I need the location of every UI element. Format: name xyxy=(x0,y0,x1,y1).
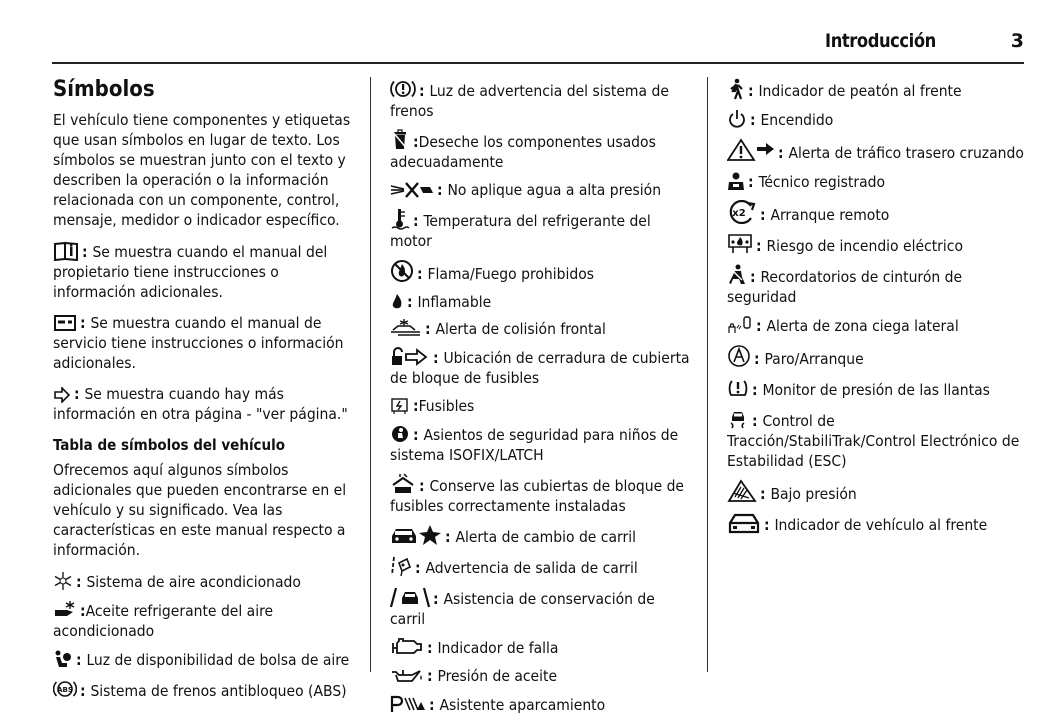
symbol-entry: : Encendido xyxy=(727,109,1027,130)
symbol-entry: : Técnico registrado xyxy=(727,171,1027,192)
header-divider xyxy=(52,62,1024,64)
remote-start-icon xyxy=(727,200,757,224)
owner-manual-note: : Se muestra cuando el manual del propietario tiene instrucciones o información adicionales. xyxy=(53,243,328,301)
electrical-fire-icon xyxy=(727,233,753,255)
intro-paragraph: El vehículo tiene componentes y etiquetas que usan símbolos en lugar de texto. Los símbolos se muestran junto con el texto y describen la operación o la información relacionada con un componente, control, mensaje, medidor o indicador específico. xyxy=(53,111,351,229)
symbol-entry: : Monitor de presión de las llantas xyxy=(727,377,1027,400)
symbol-entry: : Advertencia de salida de carril xyxy=(390,555,690,578)
service-manual-note: : Se muestra cuando el manual de servicio tiene instrucciones o información adicionales. xyxy=(53,314,344,372)
fuse-cover-lock-icon xyxy=(390,347,430,367)
symbol-entry: : Luz de advertencia del sistema de frenos xyxy=(390,78,690,121)
symbol-entry: : Recordatorios de cinturón de seguridad xyxy=(727,264,1027,307)
forward-collision-icon xyxy=(390,318,422,338)
lane-change-icon xyxy=(390,524,442,546)
vehicle-ahead-icon xyxy=(727,512,761,534)
no-high-pressure-water-icon xyxy=(390,181,434,199)
snowflake-icon xyxy=(53,571,73,591)
under-pressure-icon xyxy=(727,479,757,503)
seatbelt-icon xyxy=(727,264,747,286)
airbag-icon xyxy=(53,649,73,669)
coolant-temperature-icon xyxy=(390,208,410,230)
column-1 xyxy=(53,78,353,709)
symbol-entry: : Conserve las cubiertas de bloque de fusibles correctamente instaladas xyxy=(390,473,690,516)
svg-text:x2: x2 xyxy=(732,208,746,219)
child-seat-icon xyxy=(390,424,410,444)
traction-control-icon xyxy=(727,408,749,430)
pedestrian-icon xyxy=(727,78,745,100)
brake-warning-icon xyxy=(390,78,416,100)
page-number: 3 xyxy=(1010,30,1024,52)
column-divider xyxy=(370,77,371,672)
svg-text:ABS: ABS xyxy=(57,686,73,694)
symbol-entry: : Asistencia de conservación de carril xyxy=(390,586,690,629)
table-paragraph: Ofrecemos aquí algunos símbolos adicionales que pueden encontrarse en el vehículo y su significado. Vea las características en este manual respecto a información. xyxy=(53,461,347,559)
fuses-icon xyxy=(390,397,410,415)
symbol-entry: ABS : Sistema de frenos antibloqueo (ABS) xyxy=(53,678,353,701)
see-page-note-text: Se muestra cuando hay más información en otra página - "ver página." xyxy=(53,385,348,423)
symbol-entry: : Indicador de falla xyxy=(390,637,690,658)
owner-manual-book-icon xyxy=(53,241,79,261)
symbol-entry: : Presión de aceite xyxy=(390,666,690,686)
lane-departure-icon xyxy=(390,555,412,577)
symbol-entry: : Control de Tracción/StabiliTrak/Control Electrónico de Estabilidad (ESC) xyxy=(727,408,1027,471)
symbol-entry: : Ubicación de cerradura de cubierta de bloque de fusibles xyxy=(390,349,690,387)
symbol-entry: : Indicador de peatón al frente xyxy=(727,78,1027,101)
running-header-title: Introducción xyxy=(825,30,936,52)
dispose-icon xyxy=(390,129,410,151)
ac-refrigerant-icon xyxy=(53,600,77,620)
column-divider xyxy=(707,77,708,672)
symbol-entry: : Alerta de tráfico trasero cruzando xyxy=(727,138,1027,163)
oil-pressure-icon xyxy=(390,667,424,685)
see-page-note: : Se muestra cuando hay más información en otra página - "ver página." xyxy=(53,385,348,423)
section-title: Símbolos xyxy=(53,77,155,102)
table-title: Tabla de símbolos del vehículo xyxy=(53,436,286,454)
abs-icon xyxy=(53,678,77,700)
column-3 xyxy=(727,78,1027,543)
symbol-entry: : Asistente aparcamiento xyxy=(390,694,690,715)
power-icon xyxy=(727,109,747,129)
flammable-icon xyxy=(390,293,404,311)
symbol-entry: : Temperatura del refrigerante del motor xyxy=(390,208,690,251)
symbol-entry: : Bajo presión xyxy=(727,479,1027,504)
technician-icon xyxy=(727,171,745,191)
column-2 xyxy=(390,78,690,723)
symbol-entry: : Flama/Fuego prohibidos xyxy=(390,259,690,284)
side-blind-zone-icon xyxy=(727,315,753,335)
symbol-entry: : Asientos de seguridad para niños de sistema ISOFIX/LATCH xyxy=(390,426,679,464)
symbol-entry: : Luz de disponibilidad de bolsa de aire xyxy=(53,649,353,670)
symbol-entry: : Paro/Arranque xyxy=(727,344,1027,369)
no-flame-icon xyxy=(390,259,414,283)
owner-manual-note-text: Se muestra cuando el manual del propietario tiene instrucciones o información adicionales. xyxy=(53,243,328,301)
symbol-entry: : Inflamable xyxy=(390,292,690,312)
symbol-entry: :Fusibles xyxy=(390,396,690,416)
tire-pressure-icon xyxy=(727,377,749,399)
engine-malfunction-icon xyxy=(390,637,424,657)
symbol-entry: : Sistema de aire acondicionado xyxy=(53,571,353,592)
symbol-entry: :Deseche los componentes usados adecuadamente xyxy=(390,129,690,172)
symbol-entry: : Alerta de zona ciega lateral xyxy=(727,315,1027,336)
park-assist-icon xyxy=(390,694,426,714)
service-manual-note-text: Se muestra cuando el manual de servicio tiene instrucciones o información adicionales. xyxy=(53,314,344,372)
symbol-entry: x2 : Arranque remoto xyxy=(727,200,1027,225)
rear-cross-traffic-icon xyxy=(727,138,775,162)
symbol-entry: : No aplique agua a alta presión xyxy=(390,180,690,200)
symbol-entry: : Indicador de vehículo al frente xyxy=(727,512,1027,535)
fuse-cover-icon xyxy=(390,473,416,495)
symbol-entry: : Riesgo de incendio eléctrico xyxy=(727,233,1027,256)
symbol-entry: : Alerta de cambio de carril xyxy=(390,524,690,547)
lane-keep-icon xyxy=(390,586,430,608)
stop-start-icon xyxy=(727,344,751,368)
symbol-entry: :Aceite refrigerante del aire acondicionado xyxy=(53,602,274,640)
arrow-right-icon xyxy=(53,387,71,403)
symbol-entry: : Alerta de colisión frontal xyxy=(390,318,690,339)
service-manual-icon xyxy=(53,314,77,332)
